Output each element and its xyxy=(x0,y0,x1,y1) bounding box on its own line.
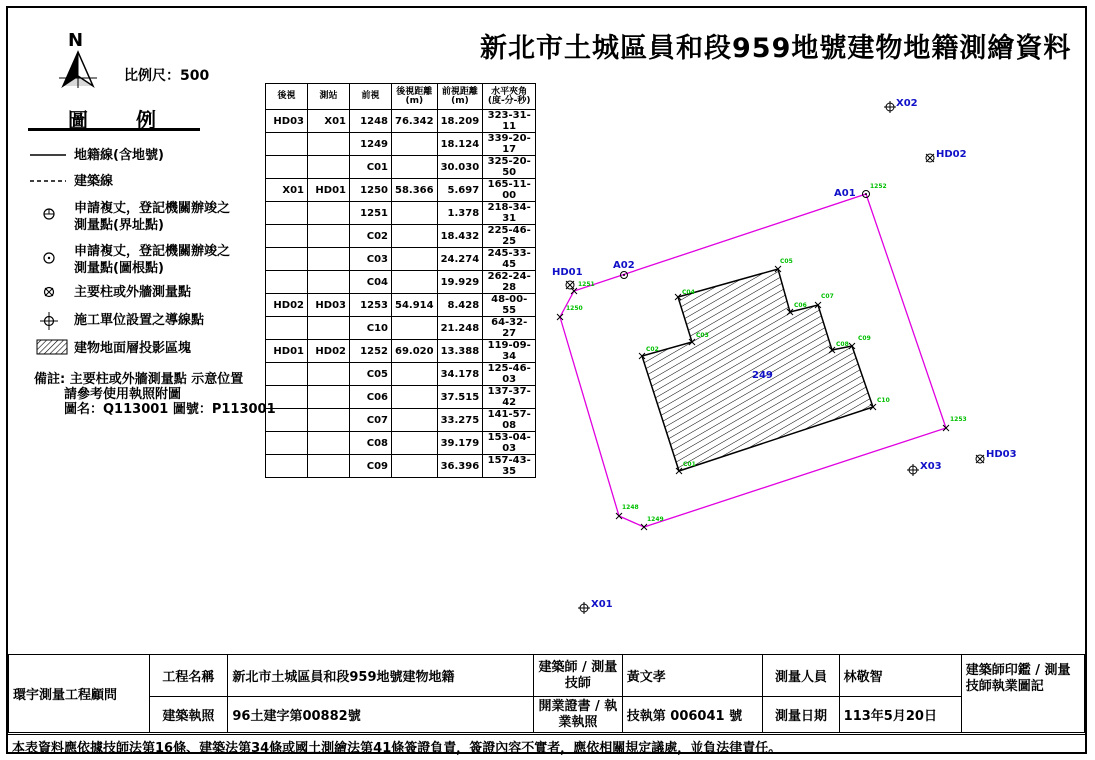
legend-item-building-line: 建築線 xyxy=(74,174,114,189)
seal-area: 建築師印鑑 / 測量技師執業圖記 xyxy=(961,655,1084,733)
table-cell: 1253 xyxy=(350,294,392,317)
legend-item-boundary-point-line2: 測量點(界址點) xyxy=(74,218,164,233)
table-cell: 323-31-11 xyxy=(483,110,536,133)
table-cell: 1250 xyxy=(350,179,392,202)
table-cell: X01 xyxy=(308,110,350,133)
table-cell: 5.697 xyxy=(437,179,483,202)
col-foresight-distance: 前視距離(m) xyxy=(437,84,483,110)
control-point-a02 xyxy=(613,260,635,279)
table-cell: 165-11-00 xyxy=(483,179,536,202)
project-name-value: 新北市土城區員和段959地號建物地籍 xyxy=(228,655,534,697)
table-cell: HD02 xyxy=(266,294,308,317)
label-1248: 1248 xyxy=(622,504,639,511)
remark-line-1: 備註: 主要柱或外牆測量點 示意位置 xyxy=(34,372,244,387)
lot-number-label: 249 xyxy=(752,370,773,381)
legend-title-part-2: 例 xyxy=(136,108,156,132)
table-cell: 24.274 xyxy=(437,248,483,271)
permit-label: 建築執照 xyxy=(149,697,228,733)
control-point-hd03 xyxy=(976,449,1017,463)
table-cell: HD01 xyxy=(266,340,308,363)
table-cell: 153-04-03 xyxy=(483,432,536,455)
scale-label: 比例尺：500 xyxy=(124,68,210,84)
architect-label: 建築師 / 測量技師 xyxy=(534,655,623,697)
label-a01: A01 xyxy=(834,188,856,199)
label-c08: C08 xyxy=(836,341,849,348)
table-cell: 76.342 xyxy=(392,110,438,133)
label-x02: X02 xyxy=(896,98,918,109)
remark-line-3: 圖名：Q113001 圖號：P113001 xyxy=(64,402,276,417)
table-cell: 1249 xyxy=(350,133,392,156)
label-c05: C05 xyxy=(780,258,793,265)
table-cell: 339-20-17 xyxy=(483,133,536,156)
legend-item-control-point-line1: 申請複丈，登記機關辦竣之 xyxy=(74,244,231,259)
col-foresight: 前視 xyxy=(350,84,392,110)
north-label: N xyxy=(68,30,84,51)
label-c06: C06 xyxy=(794,302,807,309)
control-point-a01 xyxy=(834,188,870,199)
legend-item-boundary-point-line1: 申請複丈，登記機關辦竣之 xyxy=(74,201,231,216)
table-cell: C03 xyxy=(350,248,392,271)
table-cell: 18.432 xyxy=(437,225,483,248)
label-1251: 1251 xyxy=(578,281,595,288)
table-cell: HD02 xyxy=(308,340,350,363)
label-c07: C07 xyxy=(821,293,834,300)
table-cell: 64-32-27 xyxy=(483,317,536,340)
label-c09: C09 xyxy=(858,335,871,342)
label-c02: C02 xyxy=(646,346,659,353)
control-point-x03 xyxy=(907,461,942,476)
table-cell: 18.124 xyxy=(437,133,483,156)
legend-item-column-point: 主要柱或外牆測量點 xyxy=(74,285,192,300)
control-point-hd02 xyxy=(926,149,967,162)
title-block xyxy=(8,654,1085,733)
table-cell: 8.428 xyxy=(437,294,483,317)
label-a02: A02 xyxy=(613,260,635,271)
legend-item-building-area: 建物地面層投影區塊 xyxy=(74,341,192,356)
control-point-x02 xyxy=(884,98,918,113)
table-cell: 54.914 xyxy=(392,294,438,317)
table-cell: 33.275 xyxy=(437,409,483,432)
col-backsight-distance: 後視距離(m) xyxy=(392,84,438,110)
table-cell: C10 xyxy=(350,317,392,340)
table-cell: 1252 xyxy=(350,340,392,363)
license-value: 技執第 006041 號 xyxy=(622,697,763,733)
table-cell: 13.388 xyxy=(437,340,483,363)
control-point-x01 xyxy=(578,599,613,614)
table-cell: 157-43-35 xyxy=(483,455,536,478)
table-cell: 69.020 xyxy=(392,340,438,363)
table-cell: 30.030 xyxy=(437,156,483,179)
table-cell: 137-37-42 xyxy=(483,386,536,409)
table-cell: 18.209 xyxy=(437,110,483,133)
table-cell: HD03 xyxy=(308,294,350,317)
table-cell: X01 xyxy=(266,179,308,202)
table-cell: 39.179 xyxy=(437,432,483,455)
legend-title-part-1: 圖 xyxy=(68,108,88,132)
label-x03: X03 xyxy=(920,461,942,472)
legend-item-cadastral-line: 地籍線(含地號) xyxy=(74,148,164,163)
table-cell: C04 xyxy=(350,271,392,294)
table-cell: C07 xyxy=(350,409,392,432)
project-name-label: 工程名稱 xyxy=(149,655,228,697)
table-cell: 1251 xyxy=(350,202,392,225)
table-cell: 48-00-55 xyxy=(483,294,536,317)
table-cell: 21.248 xyxy=(437,317,483,340)
legend-item-control-point-line2: 測量點(圖根點) xyxy=(74,261,164,276)
table-cell: HD01 xyxy=(308,179,350,202)
table-cell: 245-33-45 xyxy=(483,248,536,271)
col-backsight: 後視 xyxy=(266,84,308,110)
table-cell: C01 xyxy=(350,156,392,179)
table-cell: 262-24-28 xyxy=(483,271,536,294)
surveyor-label: 測量人員 xyxy=(763,655,839,697)
table-cell: 37.515 xyxy=(437,386,483,409)
table-cell: 58.366 xyxy=(392,179,438,202)
label-c03: C03 xyxy=(696,332,709,339)
license-label: 開業證書 / 執業執照 xyxy=(534,697,623,733)
label-hd02: HD02 xyxy=(936,149,967,160)
table-cell: C06 xyxy=(350,386,392,409)
label-c01: C01 xyxy=(683,461,696,468)
col-station: 測站 xyxy=(308,84,350,110)
table-cell: C02 xyxy=(350,225,392,248)
table-cell: 19.929 xyxy=(437,271,483,294)
table-cell: C09 xyxy=(350,455,392,478)
table-cell: 125-46-03 xyxy=(483,363,536,386)
label-1250: 1250 xyxy=(566,305,583,312)
legend-item-traverse-point: 施工單位設置之導線點 xyxy=(74,313,205,328)
table-cell: 36.396 xyxy=(437,455,483,478)
marker-1249 xyxy=(641,524,647,530)
table-cell: 218-34-31 xyxy=(483,202,536,225)
architect-name: 黃文孝 xyxy=(622,655,763,697)
label-hd01: HD01 xyxy=(552,267,583,278)
company-name: 環宇測量工程顧問 xyxy=(9,655,150,733)
table-cell: 225-46-25 xyxy=(483,225,536,248)
table-cell: HD03 xyxy=(266,110,308,133)
remark-line-2: 請參考使用執照附圖 xyxy=(64,387,182,402)
table-cell: 141-57-08 xyxy=(483,409,536,432)
label-1253: 1253 xyxy=(950,416,967,423)
survey-date-label: 測量日期 xyxy=(763,697,839,733)
label-c10: C10 xyxy=(877,397,890,404)
table-cell: 1248 xyxy=(350,110,392,133)
marker-1253 xyxy=(943,425,949,431)
col-horizontal-angle: 水平夾角(度-分-秒) xyxy=(483,84,536,110)
table-cell: 1.378 xyxy=(437,202,483,225)
label-1249: 1249 xyxy=(647,516,664,523)
label-x01: X01 xyxy=(591,599,613,610)
table-cell: C08 xyxy=(350,432,392,455)
table-cell: 119-09-34 xyxy=(483,340,536,363)
label-c04: C04 xyxy=(682,289,695,296)
table-cell: 325-20-50 xyxy=(483,156,536,179)
page-title: 新北市土城區員和段959地號建物地籍測繪資料 xyxy=(480,33,1072,64)
label-hd03: HD03 xyxy=(986,449,1017,460)
survey-date-value: 113年5月20日 xyxy=(839,697,961,733)
footer-divider xyxy=(8,734,1085,735)
table-cell: 34.178 xyxy=(437,363,483,386)
label-1252: 1252 xyxy=(870,183,887,190)
table-cell: C05 xyxy=(350,363,392,386)
legal-footer: 本表資料應依據技師法第16條、建築法第34條或國土測繪法第41條簽證負責，簽證內容不實者，應依相關規定議處，並負法律責任。 xyxy=(12,741,782,756)
surveyor-name: 林敬智 xyxy=(839,655,961,697)
permit-value: 96土建字第00882號 xyxy=(228,697,534,733)
